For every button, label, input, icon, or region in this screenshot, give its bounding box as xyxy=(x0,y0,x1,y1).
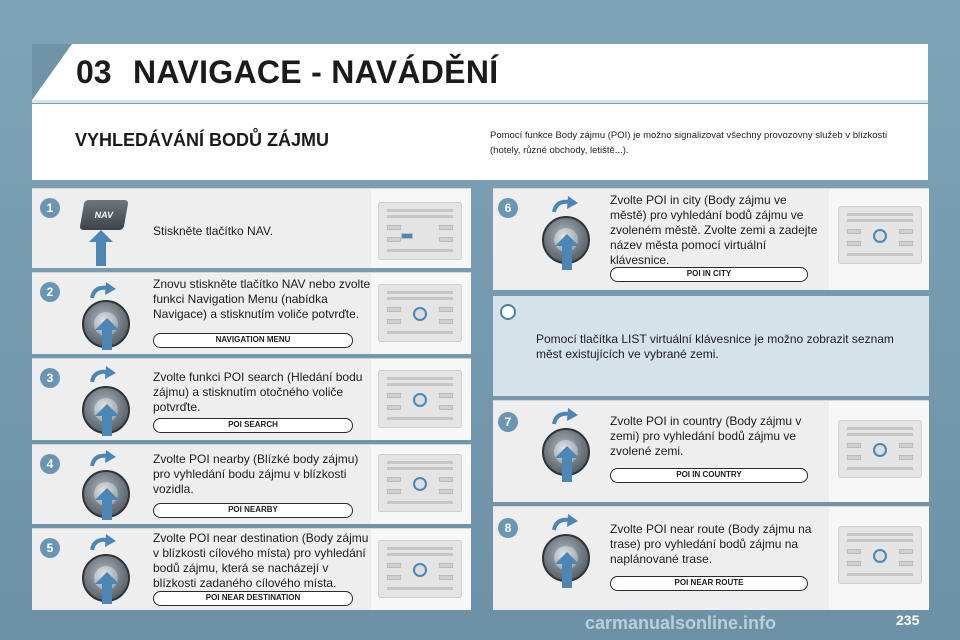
menu-badge: POI NEAR ROUTE xyxy=(610,576,808,591)
rotate-arrow-icon xyxy=(90,450,116,468)
step-number: 1 xyxy=(40,198,60,218)
chapter-number: 03 xyxy=(76,54,112,90)
rotate-arrow-icon xyxy=(552,514,578,532)
watermark: carmanualsonline.info xyxy=(585,613,777,633)
page-title: NAVIGACE - NAVÁDĚNÍ xyxy=(133,54,499,90)
menu-badge: POI NEARBY xyxy=(153,503,353,518)
menu-badge: NAVIGATION MENU xyxy=(153,333,353,348)
header-corner xyxy=(32,44,72,100)
step-text: Zvolte POI near destination (Body zájmu v blízkosti cílového místa) pro vyhledání bodů zájmu, která se nacházejí v blízkosti zadaného cílového místa. xyxy=(153,531,369,590)
radio-panel-icon xyxy=(378,370,462,428)
section-intro: Pomocí funkce Body zájmu (POI) je možno signalizovat všechny provozovny služeb v blízkosti (hotely, různé obchody, letiště...). xyxy=(490,130,888,156)
step-text: Zvolte POI near route (Body zájmu na trase) pro vyhledání bodů zájmu na naplánované trase. xyxy=(610,522,812,566)
nav-button-icon: NAV xyxy=(79,200,128,230)
menu-badge: POI SEARCH xyxy=(153,418,353,433)
radio-panel-icon xyxy=(378,540,462,598)
arrow-up-icon xyxy=(102,328,112,350)
step-text: Znovu stiskněte tlačítko NAV nebo zvolte funkci Navigation Menu (nabídka Navigace) a stisknutím voliče potvrďte. xyxy=(153,277,371,321)
step-text: Zvolte POI in country (Body zájmu v zemi) pro vyhledání bodů zájmu ve zvolené zemi. xyxy=(610,414,802,458)
rotate-arrow-icon xyxy=(90,282,116,300)
step-number: 6 xyxy=(498,198,518,218)
arrow-up-icon xyxy=(102,498,112,520)
radio-panel-icon xyxy=(838,420,922,478)
sun-icon xyxy=(500,304,516,320)
step-number: 4 xyxy=(40,454,60,474)
rotate-arrow-icon xyxy=(552,408,578,426)
step-number: 2 xyxy=(40,282,60,302)
rotate-arrow-icon xyxy=(552,196,578,214)
step-number: 5 xyxy=(40,538,60,558)
radio-panel-icon xyxy=(838,206,922,264)
arrow-up-icon xyxy=(562,244,572,270)
menu-badge: POI IN CITY xyxy=(610,267,808,282)
radio-panel-icon xyxy=(378,454,462,512)
arrow-up-icon xyxy=(102,582,112,604)
arrow-up-icon xyxy=(102,414,112,436)
divider xyxy=(32,100,928,103)
section-title: VYHLEDÁVÁNÍ BODŮ ZÁJMU xyxy=(75,130,330,150)
step-text: Zvolte POI in city (Body zájmu ve městě) pro vyhledání bodů zájmu ve zvoleném městě. Zvolte zemi a zadejte název města pomocí virtuální klávesnice. xyxy=(610,193,818,267)
step-text: Zvolte POI nearby (Blízké body zájmu) pro vyhledání bodu zájmu v blízkosti vozidla. xyxy=(153,452,359,496)
rotate-arrow-icon xyxy=(90,534,116,552)
arrow-up-icon xyxy=(562,562,572,588)
arrow-up-icon xyxy=(96,240,106,266)
radio-panel-icon xyxy=(378,284,462,342)
arrow-up-icon xyxy=(562,456,572,482)
page-number: 235 xyxy=(896,612,920,628)
menu-badge: POI IN COUNTRY xyxy=(610,468,808,483)
step-number: 3 xyxy=(40,368,60,388)
menu-badge: POI NEAR DESTINATION xyxy=(153,591,353,606)
step-number: 8 xyxy=(498,518,518,538)
radio-panel-icon xyxy=(378,202,462,260)
step-text: Zvolte funkci POI search (Hledání bodu zájmu) a stisknutím otočného voliče potvrďte. xyxy=(153,370,363,414)
radio-panel-icon xyxy=(838,526,922,584)
step-text: Stiskněte tlačítko NAV. xyxy=(153,224,274,238)
info-text: Pomocí tlačítka LIST virtuální klávesnice je možno zobrazit seznam měst existujících ve vybrané zemi. xyxy=(536,332,894,361)
rotate-arrow-icon xyxy=(90,366,116,384)
step-number: 7 xyxy=(498,412,518,432)
